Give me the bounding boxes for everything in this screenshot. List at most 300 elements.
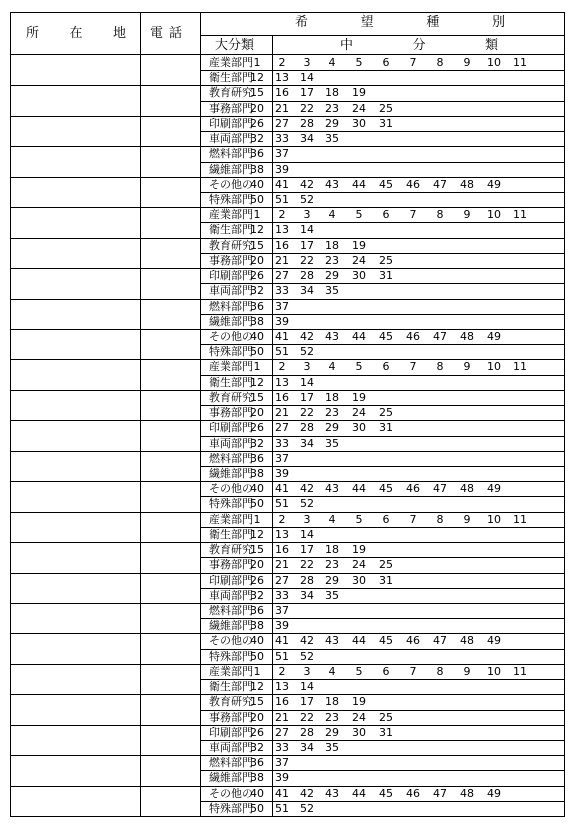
category-label: 繊維部門 [209, 162, 253, 176]
subcategory-number: 6 [382, 664, 390, 678]
subcategory-number: 44 [352, 482, 366, 496]
subcategory-number: 35 [325, 588, 339, 602]
subcategory-number: 51 [275, 801, 289, 815]
subcategory-number: 50 [250, 801, 264, 815]
subcategory-number: 32 [250, 284, 264, 298]
subcategory-number: 29 [325, 725, 339, 739]
subcategory-number: 34 [300, 284, 314, 298]
subcategory-number: 49 [487, 330, 501, 343]
subcategory-number: 46 [406, 177, 420, 191]
subcategory-number: 42 [300, 177, 314, 191]
subcategory-number: 6 [382, 512, 390, 526]
subcategory-number: 18 [325, 695, 339, 709]
subcategory-number: 50 [250, 193, 264, 206]
subcategory-number: 14 [300, 527, 314, 541]
location-row-line [10, 359, 200, 360]
subcategory-number: 42 [300, 786, 314, 800]
subcategory-number: 40 [250, 634, 264, 648]
subcategory-number: 11 [513, 208, 527, 222]
subcategory-number: 23 [325, 710, 339, 724]
subcategory-number: 38 [250, 162, 264, 176]
subcategory-number: 14 [300, 375, 314, 389]
subcategory-number: 10 [487, 664, 501, 678]
subcategory-number: 26 [250, 269, 264, 283]
category-label: 教育研究 [209, 695, 253, 709]
subcategory-number: 33 [275, 436, 289, 450]
subcategory-number: 36 [250, 299, 264, 313]
subcategory-number: 25 [379, 253, 393, 267]
subcategory-number: 28 [300, 421, 314, 435]
subcategory-number: 12 [250, 527, 264, 541]
category-label: 産業部門 [209, 56, 253, 69]
subcategory-number: 34 [300, 588, 314, 602]
category-label: 印刷部門 [209, 725, 253, 739]
subcategory-number: 35 [325, 436, 339, 450]
location-row-line [10, 268, 200, 269]
subcategory-number: 2 [278, 512, 286, 526]
category-label: 燃料部門 [209, 299, 253, 313]
subcategory-number: 5 [355, 664, 363, 678]
subcategory-number: 49 [487, 177, 501, 191]
location-row-line [10, 481, 200, 482]
subcategory-number: 5 [355, 512, 363, 526]
subcategory-number: 7 [409, 360, 417, 374]
subcategory-number: 22 [300, 253, 314, 267]
location-row-line [10, 664, 200, 665]
subcategory-number: 17 [300, 238, 314, 252]
subcategory-number: 6 [382, 208, 390, 222]
subcategory-number: 32 [250, 588, 264, 602]
category-label: 事務部門 [209, 710, 253, 724]
subcategory-number: 10 [487, 360, 501, 374]
subcategory-number: 21 [275, 710, 289, 724]
category-label: 繊維部門 [209, 771, 253, 785]
category-label: 教育研究 [209, 238, 253, 252]
category-label: その他の [209, 786, 253, 800]
subcategory-number: 26 [250, 573, 264, 587]
subcategory-number: 1 [253, 360, 261, 374]
category-label: その他の [209, 634, 253, 648]
category-label: 繊維部門 [209, 314, 253, 328]
subcategory-number: 47 [433, 482, 447, 496]
category-label: 教育研究 [209, 543, 253, 556]
subcategory-number: 8 [436, 56, 444, 69]
category-label: 繊維部門 [209, 619, 253, 633]
subcategory-number: 22 [300, 558, 314, 572]
subcategory-number: 24 [352, 710, 366, 724]
subcategory-number: 33 [275, 588, 289, 602]
subcategory-number: 37 [275, 756, 289, 770]
subcategory-number: 7 [409, 208, 417, 222]
subcategory-number: 9 [463, 208, 471, 222]
table-border-left [10, 12, 11, 817]
category-label: 印刷部門 [209, 116, 253, 130]
subcategory-number: 36 [250, 147, 264, 161]
subcategory-number: 5 [355, 208, 363, 222]
subcategory-number: 12 [250, 375, 264, 389]
subcategory-number: 26 [250, 421, 264, 435]
subcategory-number: 1 [253, 664, 261, 678]
subcategory-number: 44 [352, 786, 366, 800]
subcategory-number: 41 [275, 330, 289, 343]
location-row-line [10, 207, 200, 208]
category-label: 産業部門 [209, 664, 253, 678]
subcategory-number: 11 [513, 56, 527, 69]
subcategory-number: 9 [463, 664, 471, 678]
subcategory-number: 52 [300, 345, 314, 359]
subcategory-number: 47 [433, 786, 447, 800]
subcategory-number: 34 [300, 740, 314, 754]
subcategory-number: 30 [352, 573, 366, 587]
subcategory-number: 41 [275, 786, 289, 800]
subcategory-number: 46 [406, 634, 420, 648]
subcategory-number: 2 [278, 664, 286, 678]
subcategory-number: 16 [275, 390, 289, 404]
subcategory-number: 37 [275, 451, 289, 465]
location-row-line [10, 725, 200, 726]
subcategory-number: 41 [275, 177, 289, 191]
subcategory-number: 2 [278, 208, 286, 222]
subcategory-number: 23 [325, 406, 339, 420]
subcategory-number: 28 [300, 269, 314, 283]
subcategory-number: 29 [325, 269, 339, 283]
registration-form-table [10, 12, 565, 817]
subcategory-number: 43 [325, 482, 339, 496]
subcategory-number: 14 [300, 680, 314, 693]
subcategory-number: 21 [275, 253, 289, 267]
middle-class-header: 中 分 類 [340, 38, 498, 53]
subcategory-number: 12 [250, 71, 264, 85]
subcategory-number: 44 [352, 330, 366, 343]
subcategory-number: 51 [275, 649, 289, 663]
category-label: 燃料部門 [209, 603, 253, 617]
subcategory-number: 15 [250, 390, 264, 404]
subcategory-number: 17 [300, 390, 314, 404]
subcategory-number: 50 [250, 345, 264, 359]
subcategory-number: 42 [300, 330, 314, 343]
subcategory-number: 34 [300, 132, 314, 146]
subcategory-number: 47 [433, 330, 447, 343]
category-label: 特殊部門 [209, 497, 253, 511]
subcategory-number: 49 [487, 482, 501, 496]
category-label: 印刷部門 [209, 269, 253, 283]
subcategory-number: 11 [513, 360, 527, 374]
location-row-line [10, 116, 200, 117]
subcategory-number: 28 [300, 725, 314, 739]
subcategory-number: 4 [328, 208, 336, 222]
subcategory-number: 45 [379, 786, 393, 800]
subcategory-number: 31 [379, 421, 393, 435]
category-label: 衛生部門 [209, 223, 253, 237]
subcategory-number: 48 [460, 482, 474, 496]
subcategory-number: 7 [409, 512, 417, 526]
location-row-line [10, 633, 200, 634]
subcategory-number: 52 [300, 801, 314, 815]
subcategory-number: 22 [300, 710, 314, 724]
subcategory-number: 4 [328, 512, 336, 526]
subcategory-number: 21 [275, 558, 289, 572]
category-label: 産業部門 [209, 208, 253, 222]
subcategory-number: 51 [275, 345, 289, 359]
subcategory-number: 1 [253, 512, 261, 526]
location-header: 所 在 地 [26, 26, 126, 41]
subcategory-number: 17 [300, 695, 314, 709]
subcategory-number: 18 [325, 86, 339, 100]
subcategory-number: 28 [300, 116, 314, 130]
category-label: その他の [209, 482, 253, 496]
location-row-line [10, 755, 200, 756]
subcategory-number: 24 [352, 253, 366, 267]
subcategory-number: 23 [325, 253, 339, 267]
subcategory-number: 31 [379, 269, 393, 283]
category-label: 教育研究 [209, 86, 253, 100]
subcategory-number: 37 [275, 147, 289, 161]
subcategory-number: 23 [325, 101, 339, 115]
subcategory-number: 26 [250, 116, 264, 130]
category-label: 事務部門 [209, 406, 253, 420]
subcategory-number: 41 [275, 634, 289, 648]
subcategory-number: 38 [250, 619, 264, 633]
location-row-line [10, 603, 200, 604]
subcategory-number: 13 [275, 527, 289, 541]
subcategory-number: 12 [250, 680, 264, 693]
subcategory-number: 29 [325, 421, 339, 435]
subcategory-number: 24 [352, 101, 366, 115]
subcategory-number: 20 [250, 253, 264, 267]
category-label: 事務部門 [209, 253, 253, 267]
subcategory-number: 13 [275, 223, 289, 237]
subcategory-number: 52 [300, 193, 314, 206]
location-row-line [10, 390, 200, 391]
subcategory-number: 15 [250, 543, 264, 556]
subcategory-number: 48 [460, 786, 474, 800]
category-label: 特殊部門 [209, 345, 253, 359]
subcategory-number: 26 [250, 725, 264, 739]
category-label: 車両部門 [209, 284, 253, 298]
subcategory-number: 3 [303, 56, 311, 69]
subcategory-number: 10 [487, 208, 501, 222]
subcategory-number: 16 [275, 238, 289, 252]
subcategory-number: 30 [352, 725, 366, 739]
category-label: 燃料部門 [209, 451, 253, 465]
subcategory-number: 30 [352, 116, 366, 130]
subcategory-number: 3 [303, 512, 311, 526]
table-border-top [10, 12, 565, 13]
subcategory-number: 43 [325, 786, 339, 800]
subcategory-number: 50 [250, 497, 264, 511]
subcategory-number: 39 [275, 162, 289, 176]
subcategory-number: 25 [379, 101, 393, 115]
subcategory-number: 27 [275, 116, 289, 130]
subcategory-number: 39 [275, 771, 289, 785]
category-label: 教育研究 [209, 390, 253, 404]
subcategory-number: 29 [325, 116, 339, 130]
subcategory-number: 18 [325, 390, 339, 404]
subcategory-number: 10 [487, 56, 501, 69]
subcategory-number: 18 [325, 543, 339, 556]
subcategory-number: 28 [300, 573, 314, 587]
location-row-line [10, 512, 200, 513]
subcategory-number: 51 [275, 193, 289, 206]
subcategory-number: 31 [379, 725, 393, 739]
subcategory-number: 52 [300, 497, 314, 511]
subcategory-number: 18 [325, 238, 339, 252]
subcategory-number: 31 [379, 116, 393, 130]
subcategory-number: 51 [275, 497, 289, 511]
subcategory-number: 5 [355, 360, 363, 374]
subcategory-number: 15 [250, 695, 264, 709]
category-label: 特殊部門 [209, 193, 253, 206]
subcategory-number: 32 [250, 132, 264, 146]
subcategory-number: 25 [379, 558, 393, 572]
subcategory-number: 17 [300, 86, 314, 100]
subcategory-number: 39 [275, 314, 289, 328]
subcategory-number: 19 [352, 695, 366, 709]
subcategory-number: 45 [379, 177, 393, 191]
subcategory-number: 45 [379, 330, 393, 343]
table-border-right [564, 12, 565, 817]
subcategory-number: 52 [300, 649, 314, 663]
subcategory-number: 20 [250, 710, 264, 724]
subcategory-number: 2 [278, 56, 286, 69]
wish-type-header: 希 望 種 別 [295, 15, 505, 30]
subcategory-number: 14 [300, 71, 314, 85]
subcategory-number: 36 [250, 756, 264, 770]
subcategory-number: 19 [352, 238, 366, 252]
subcategory-number: 39 [275, 619, 289, 633]
subcategory-number: 22 [300, 101, 314, 115]
subcategory-number: 45 [379, 634, 393, 648]
subcategory-number: 19 [352, 86, 366, 100]
location-row-line [10, 177, 200, 178]
subcategory-number: 4 [328, 664, 336, 678]
subcategory-number: 50 [250, 649, 264, 663]
subcategory-number: 33 [275, 284, 289, 298]
subcategory-number: 36 [250, 603, 264, 617]
subcategory-number: 4 [328, 56, 336, 69]
subcategory-number: 25 [379, 406, 393, 420]
subcategory-number: 39 [275, 466, 289, 480]
subcategory-number: 11 [513, 664, 527, 678]
subcategory-number: 19 [352, 543, 366, 556]
location-row-line [10, 786, 200, 787]
subcategory-number: 21 [275, 406, 289, 420]
subcategory-number: 1 [253, 208, 261, 222]
subcategory-number: 46 [406, 330, 420, 343]
subcategory-number: 20 [250, 101, 264, 115]
category-label: 車両部門 [209, 740, 253, 754]
subcategory-number: 10 [487, 512, 501, 526]
subcategory-number: 3 [303, 208, 311, 222]
subcategory-number: 11 [513, 512, 527, 526]
category-label: 事務部門 [209, 558, 253, 572]
category-label: 衛生部門 [209, 375, 253, 389]
phone-header: 電話 [150, 26, 189, 41]
major-class-header: 大分類 [215, 38, 255, 53]
category-label: 事務部門 [209, 101, 253, 115]
subcategory-number: 3 [303, 664, 311, 678]
subcategory-number: 30 [352, 421, 366, 435]
location-row-line [10, 542, 200, 543]
category-label: 繊維部門 [209, 466, 253, 480]
subcategory-number: 9 [463, 512, 471, 526]
subcategory-number: 38 [250, 466, 264, 480]
subcategory-number: 25 [379, 710, 393, 724]
divider-location-phone [140, 12, 141, 817]
subcategory-number: 29 [325, 573, 339, 587]
subcategory-number: 9 [463, 56, 471, 69]
subcategory-number: 16 [275, 86, 289, 100]
subcategory-number: 37 [275, 299, 289, 313]
subcategory-number: 47 [433, 177, 447, 191]
subcategory-number: 37 [275, 603, 289, 617]
subcategory-number: 6 [382, 360, 390, 374]
subcategory-number: 4 [328, 360, 336, 374]
subcategory-number: 22 [300, 406, 314, 420]
subcategory-number: 17 [300, 543, 314, 556]
subcategory-number: 13 [275, 375, 289, 389]
subcategory-number: 6 [382, 56, 390, 69]
subcategory-number: 16 [275, 695, 289, 709]
subcategory-number: 35 [325, 132, 339, 146]
subcategory-number: 43 [325, 177, 339, 191]
subcategory-number: 47 [433, 634, 447, 648]
subcategory-number: 35 [325, 284, 339, 298]
category-label: 衛生部門 [209, 680, 253, 693]
category-label: 燃料部門 [209, 756, 253, 770]
location-row-line [10, 238, 200, 239]
category-label: 産業部門 [209, 360, 253, 374]
header-bottom-line [10, 54, 565, 55]
subcategory-number: 33 [275, 740, 289, 754]
category-label: 印刷部門 [209, 573, 253, 587]
category-label: その他の [209, 177, 253, 191]
location-row-line [10, 420, 200, 421]
subcategory-number: 5 [355, 56, 363, 69]
category-label: 車両部門 [209, 588, 253, 602]
category-label: 特殊部門 [209, 649, 253, 663]
subcategory-number: 20 [250, 558, 264, 572]
subcategory-number: 19 [352, 390, 366, 404]
subcategory-number: 13 [275, 680, 289, 693]
subcategory-number: 48 [460, 177, 474, 191]
header-subheader-line [200, 35, 565, 36]
subcategory-number: 45 [379, 482, 393, 496]
subcategory-number: 27 [275, 573, 289, 587]
subcategory-number: 1 [253, 56, 261, 69]
subcategory-number: 43 [325, 634, 339, 648]
category-label: 車両部門 [209, 436, 253, 450]
location-row-line [10, 299, 200, 300]
subcategory-number: 12 [250, 223, 264, 237]
table-border-bottom [10, 816, 565, 817]
subcategory-number: 2 [278, 360, 286, 374]
subcategory-number: 20 [250, 406, 264, 420]
subcategory-number: 27 [275, 269, 289, 283]
subcategory-number: 40 [250, 786, 264, 800]
subcategory-number: 44 [352, 177, 366, 191]
subcategory-number: 16 [275, 543, 289, 556]
subcategory-number: 27 [275, 421, 289, 435]
subcategory-number: 40 [250, 177, 264, 191]
subcategory-number: 38 [250, 771, 264, 785]
divider-phone-category [200, 12, 201, 817]
category-label: 燃料部門 [209, 147, 253, 161]
subcategory-number: 7 [409, 664, 417, 678]
category-label: その他の [209, 330, 253, 343]
subcategory-number: 44 [352, 634, 366, 648]
subcategory-number: 35 [325, 740, 339, 754]
